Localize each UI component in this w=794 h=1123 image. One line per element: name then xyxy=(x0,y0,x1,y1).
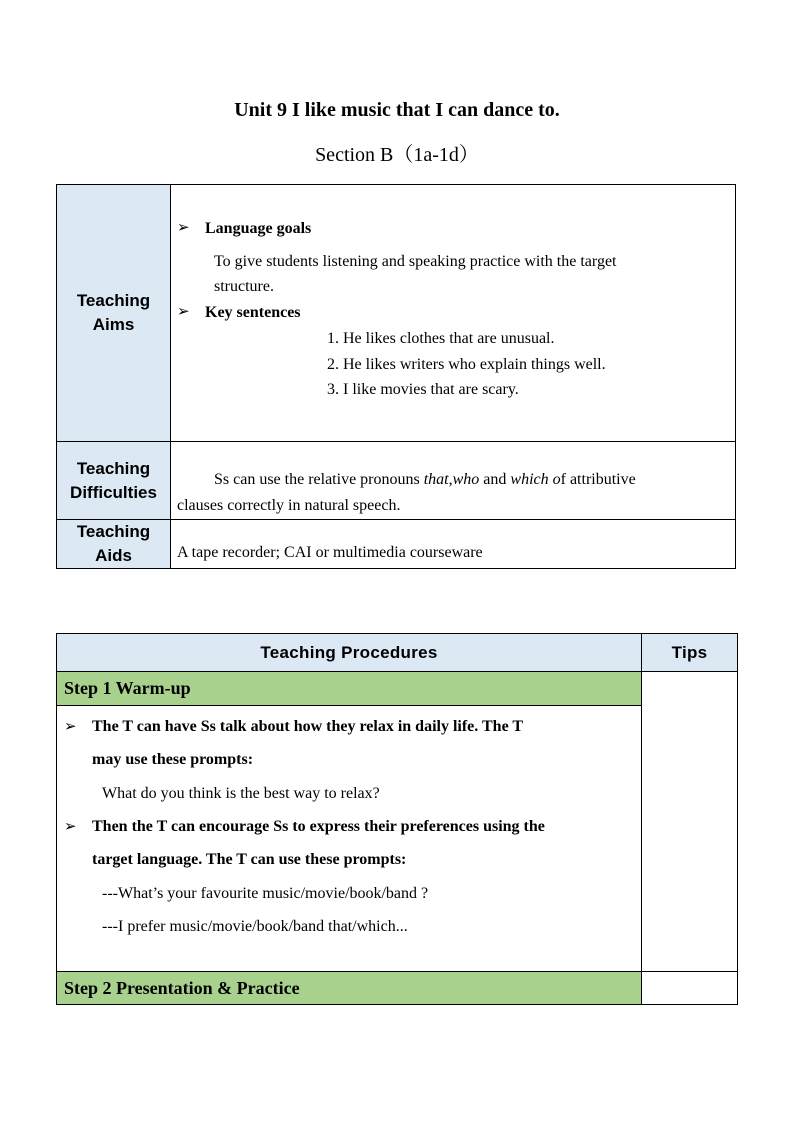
step-1-prompt-1: What do you think is the best way to relax? xyxy=(102,785,380,802)
teaching-difficulties-label-line-2: Difficulties xyxy=(70,482,157,502)
step-1-bullet-2-line-2: target language. The T can use these prompts: xyxy=(92,851,407,868)
difficulties-line-1 xyxy=(214,467,636,492)
key-sentence-2: 2. He likes writers who explain things well. xyxy=(327,356,606,373)
step-1-bullet-1-line-2: may use these prompts: xyxy=(92,751,254,768)
pronoun-that: that xyxy=(423,471,449,488)
key-sentences-heading: Key sentences xyxy=(205,304,301,321)
key-sentence-3: 3. I like movies that are scary. xyxy=(327,381,519,398)
difficulties-line-2: clauses correctly in natural speech. xyxy=(177,497,401,514)
teaching-aims-label-line-2: Aims xyxy=(92,315,135,334)
pronoun-which: which xyxy=(510,471,549,488)
key-sentence-1: 1. He likes clothes that are unusual. xyxy=(327,330,555,347)
pronoun-who: who xyxy=(452,471,480,488)
step-1-prompt-2: ---What’s your favourite music/movie/book/band ? xyxy=(102,885,429,902)
teaching-difficulties-label-line-1: Teaching xyxy=(76,458,151,478)
language-goals-line-1: To give students listening and speaking practice with the target xyxy=(214,253,617,270)
tips-header: Tips xyxy=(642,634,738,672)
procedures-header: Teaching Procedures xyxy=(57,634,642,672)
teaching-aims-label xyxy=(57,185,171,442)
difficulties-text-part: f attributive xyxy=(560,471,636,488)
language-goals-line-2: structure. xyxy=(214,278,274,295)
teaching-difficulties-content xyxy=(171,442,736,520)
teaching-aids-label-line-2: Aids xyxy=(95,546,132,565)
difficulties-comma: , xyxy=(448,471,453,488)
step-1-bullet-1-line-1: The T can have Ss talk about how they relax in daily life. The T xyxy=(92,718,524,735)
step-1-header: Step 1 Warm-up xyxy=(57,672,642,706)
tips-cell xyxy=(642,972,738,1005)
step-1-bullet-2-line-1: Then the T can encourage Ss to express their preferences using the xyxy=(92,818,545,835)
tips-cell xyxy=(642,672,738,972)
teaching-aims-label-line-1: Teaching xyxy=(76,291,151,310)
step-1-body xyxy=(57,706,642,972)
arrow-bullet-icon: ➢ xyxy=(64,819,77,835)
teaching-procedures-table xyxy=(56,633,738,1005)
teaching-aids-text: A tape recorder; CAI or multimedia courseware xyxy=(177,544,483,561)
step-2-header: Step 2 Presentation & Practice xyxy=(57,972,642,1005)
arrow-bullet-icon: ➢ xyxy=(177,220,190,236)
step-1-prompt-3: ---I prefer music/movie/book/band that/which... xyxy=(102,918,408,935)
teaching-aids-content xyxy=(171,520,736,569)
difficulties-and: and xyxy=(479,471,511,488)
arrow-bullet-icon: ➢ xyxy=(177,304,190,320)
teaching-aims-table xyxy=(56,184,736,569)
difficulties-text-part: Ss can use the relative pronouns xyxy=(214,471,424,488)
teaching-difficulties-label xyxy=(57,442,171,520)
teaching-aids-label-line-1: Teaching xyxy=(76,522,151,541)
page-title: Unit 9 I like music that I can dance to. xyxy=(234,99,560,121)
page-subtitle: Section B（1a-1d） xyxy=(315,144,479,166)
arrow-bullet-icon: ➢ xyxy=(64,719,77,735)
difficulties-o: o xyxy=(548,471,561,488)
language-goals-heading: Language goals xyxy=(205,220,312,237)
teaching-aids-label xyxy=(57,520,171,569)
teaching-aims-content xyxy=(171,185,736,442)
